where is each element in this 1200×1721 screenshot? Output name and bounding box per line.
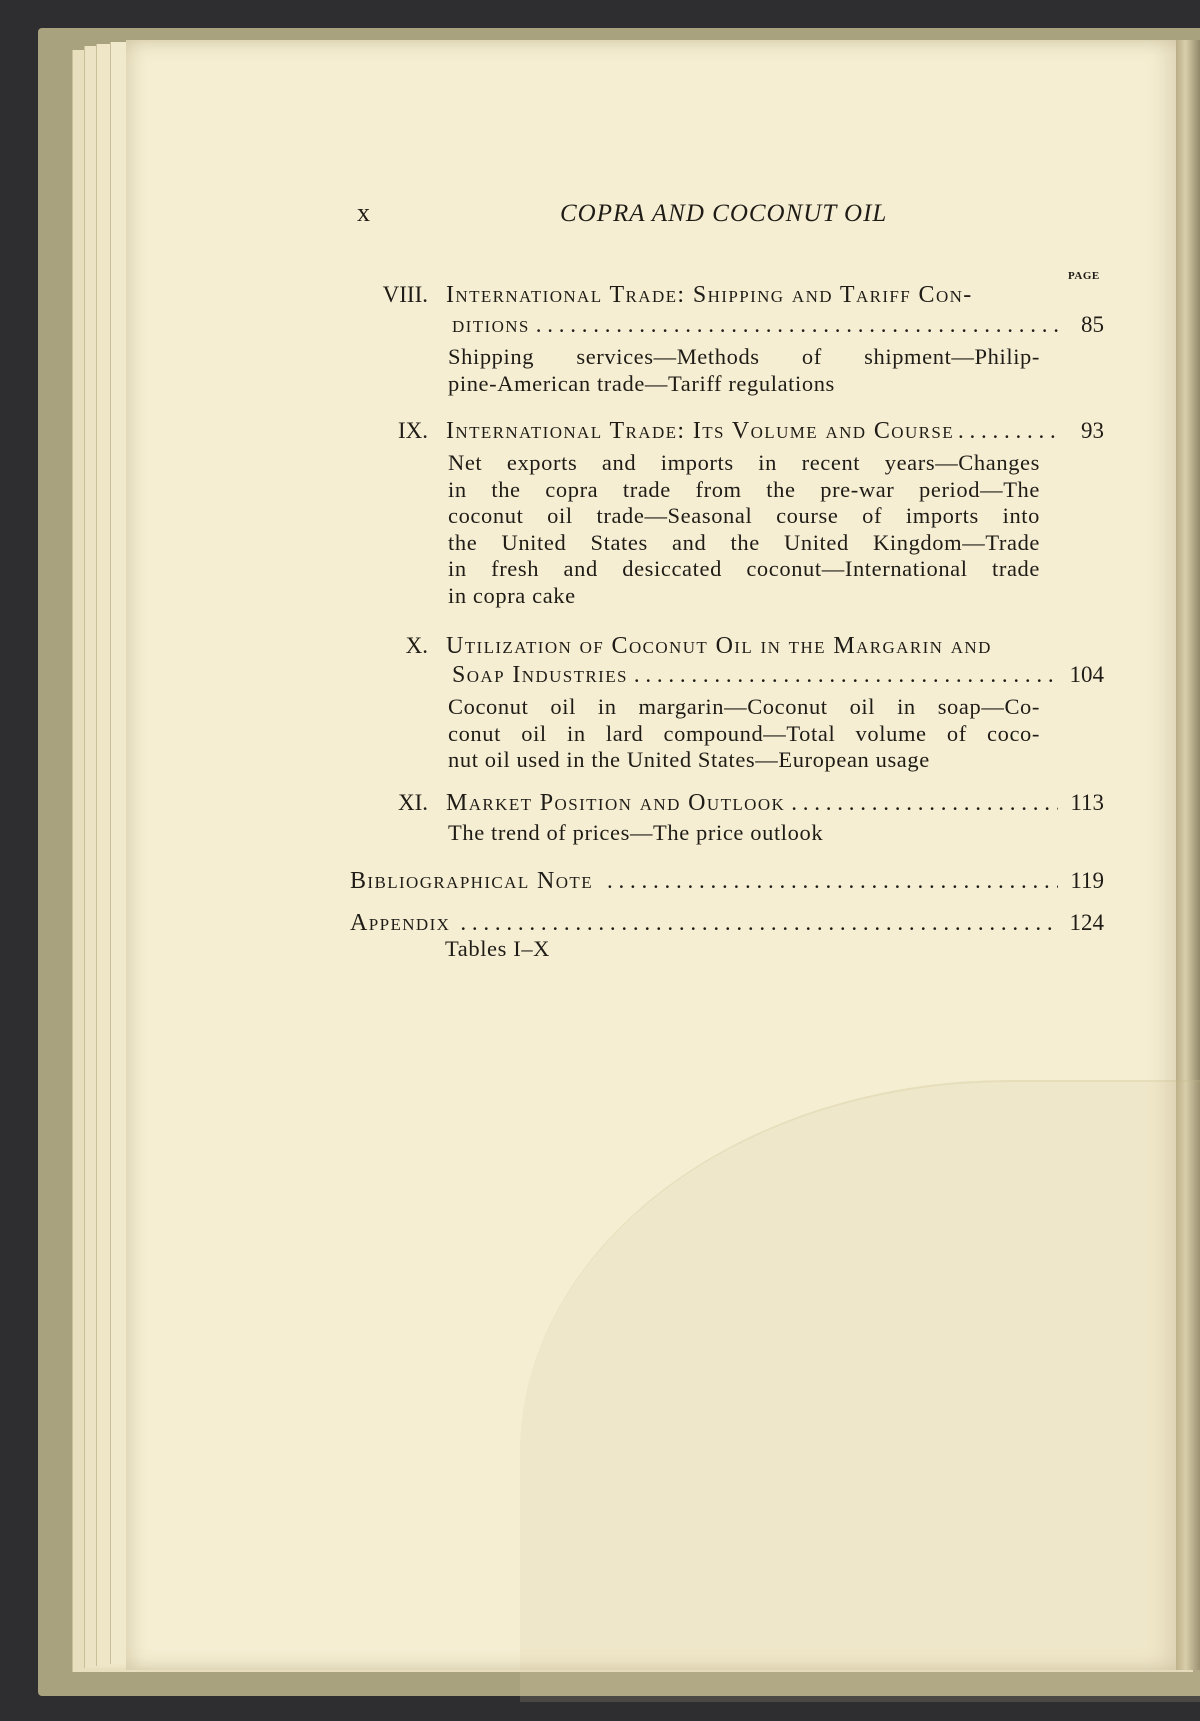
chapter-description (448, 450, 1040, 609)
page-numeral: x (357, 198, 370, 227)
leader-dots (607, 868, 1058, 894)
running-title: COPRA AND COCONUT OIL (560, 200, 888, 227)
description-line: nut oil used in the United States—European usage (448, 747, 930, 772)
page-number: 104 (1069, 662, 1104, 687)
description-line: pine-American trade—Tariff regulations (448, 370, 835, 396)
toc-entry-viii (340, 282, 1050, 309)
description-line: in copra cake (448, 582, 576, 608)
chapter-number: X. (405, 633, 428, 658)
description-line: in the copra trade from the pre-war period—The (448, 476, 1040, 502)
description-line: in fresh and desiccated coconut—International trade (448, 556, 1040, 581)
toc-entry-ix (340, 418, 1104, 445)
toc-entry-viii-cont (452, 312, 1104, 339)
description-line: the United States and the United Kingdom—Trade (448, 529, 1040, 555)
toc-entry-x (340, 633, 1050, 660)
chapter-description (448, 344, 1040, 397)
leader-dots (536, 312, 1058, 338)
toc-entry-xi (340, 790, 1104, 817)
page-column-label: PAGE (1068, 270, 1100, 282)
chapter-number: XI. (397, 790, 428, 815)
leader-dots (634, 662, 1058, 688)
page-number: 124 (1069, 910, 1104, 935)
page-number: 113 (1070, 790, 1104, 815)
chapter-title: Utilization of Coconut Oil in the Margarin and (446, 633, 992, 659)
page-number: 85 (1081, 312, 1104, 337)
description-line: Net exports and imports in recent years—Changes (448, 450, 1040, 475)
chapter-description (448, 820, 1040, 847)
chapter-title: International Trade: Shipping and Tariff Con- (446, 282, 973, 308)
toc-bibliographical-note (350, 868, 1104, 895)
leader-dots (460, 910, 1058, 936)
page-number: 119 (1070, 868, 1104, 893)
toc-appendix (350, 910, 1104, 937)
description-line: coconut oil trade—Seasonal course of imports into (448, 503, 1040, 528)
chapter-title: International Trade: Its Volume and Course (446, 418, 955, 444)
chapter-number: VIII. (382, 282, 428, 307)
chapter-title-cont: ditions (452, 312, 530, 338)
chapter-title: Market Position and Outlook (446, 790, 786, 816)
description-line: Shipping services—Methods of shipment—Philip- (448, 344, 1040, 369)
description-line: Coconut oil in margarin—Coconut oil in soap—Co- (448, 694, 1040, 719)
back-matter-title: Bibliographical Note (350, 868, 593, 894)
leader-dots (958, 418, 1058, 444)
chapter-description (448, 694, 1040, 774)
chapter-title-cont: Soap Industries (452, 662, 628, 688)
appendix-subtitle: Tables I–X (445, 936, 551, 961)
description-line: The trend of prices—The price outlook (448, 820, 824, 845)
toc-entry-x-cont (452, 662, 1104, 689)
chapter-number: IX. (397, 418, 428, 443)
leader-dots (791, 790, 1058, 816)
description-line: conut oil in lard compound—Total volume of coco- (448, 720, 1040, 746)
back-matter-title: Appendix (350, 910, 451, 936)
page-number: 93 (1081, 418, 1104, 443)
